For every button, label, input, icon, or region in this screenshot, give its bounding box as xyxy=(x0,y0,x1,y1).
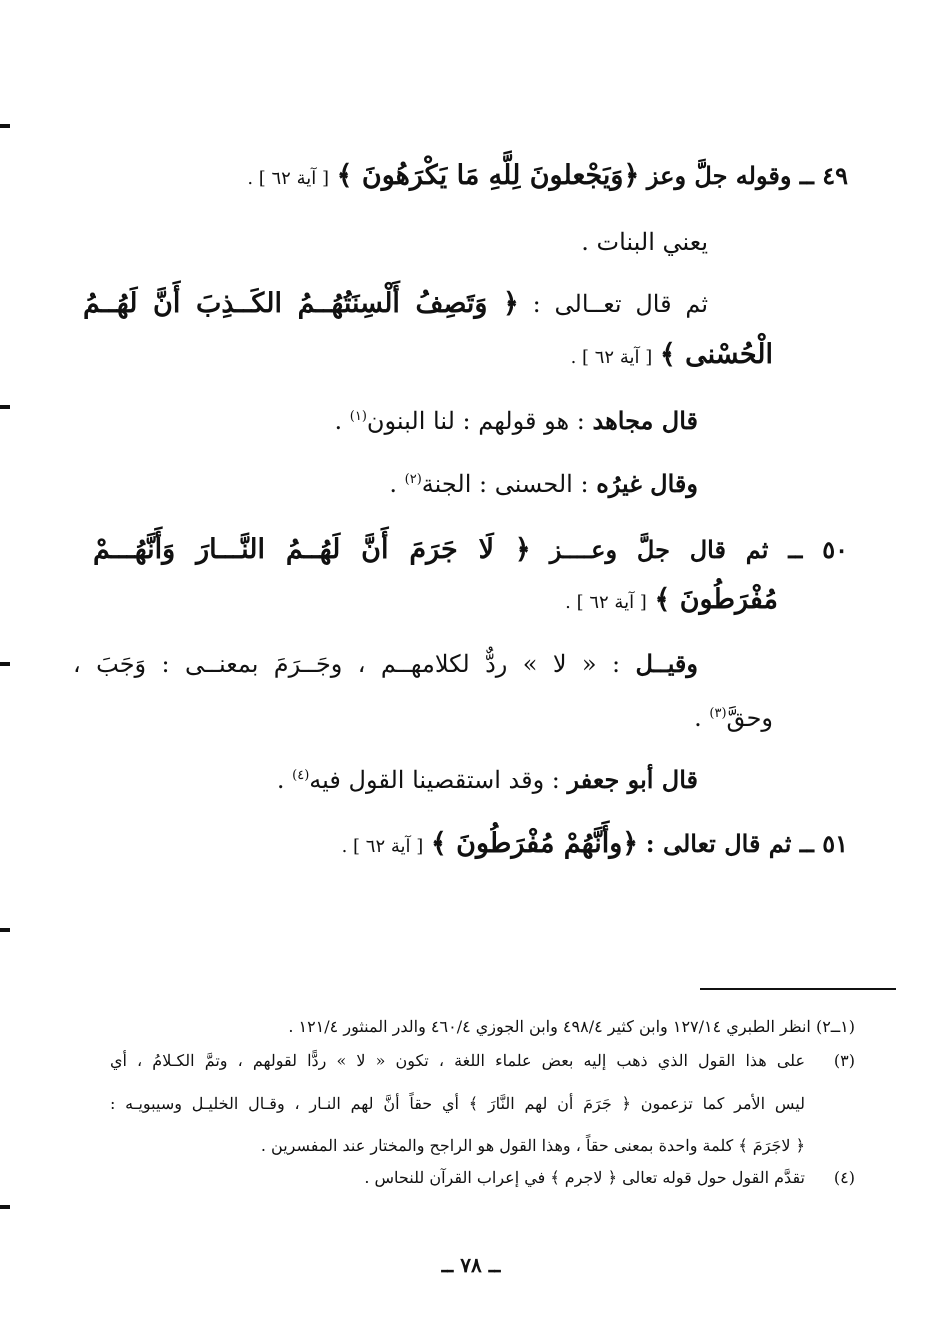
footnote-marker[interactable]: (١) xyxy=(349,409,367,424)
verse-reference: [ آية ٦٢ ] . xyxy=(247,168,329,189)
paragraph-49-note: يعني البنات . xyxy=(581,228,708,256)
quran-quote: ﴿وأَنَّهُمْ مُفْرَطُونَ ﴾ xyxy=(430,828,639,859)
footnote-marker[interactable]: (٢) xyxy=(404,472,422,487)
paragraph-49-lead: ٤٩ ــ وقوله جلَّ وعز xyxy=(646,161,848,190)
verse-reference: [ آية ٦٢ ] . xyxy=(341,836,424,857)
quran-quote: ﴿ وَتَصِفُ أَلْسِنَتُهُــمُ الكَــذِبَ أَنَّ لَهُــمُ xyxy=(83,288,519,319)
quran-quote: ﴿وَيَجْعلونَ لِلَّهِ مَا يَكْرَهُونَ ﴾ xyxy=(336,160,640,191)
speaker-name: وقال غيرُه xyxy=(596,469,698,498)
paragraph-text: : « لا » ردٌّ لكلامهــم ، وجَــرَمَ بمعنــى : وَجَبَ ، xyxy=(73,650,621,678)
quran-quote: الْحُسْنى ﴾ xyxy=(659,339,773,370)
paragraph-abujafar: قال أبو جعفر : وقد استقصينا القول فيه$^{(٤)}$ . xyxy=(276,765,698,794)
paragraph-text: : هو قولهم : لنا البنون xyxy=(366,407,585,435)
footnote-separator xyxy=(700,988,896,990)
verse-reference: [ آية ٦٢ ] . xyxy=(565,592,647,613)
binding-mark xyxy=(0,405,10,409)
binding-mark xyxy=(0,662,10,666)
paragraph-51-lead: ٥١ ــ ثم قال تعالى : xyxy=(645,829,848,858)
binding-mark xyxy=(0,124,10,128)
footnote-3-number: (٣) xyxy=(833,1051,855,1070)
paragraph-qila-line-2: وحقَّ$^{(٣)}$ . xyxy=(694,704,773,732)
footnote-3-line-1: على هذا القول الذي ذهب إليه بعض علماء اللغة ، تكون « لا » ردًّا لقولهم ، وتمَّ الكـلامُ ، أي xyxy=(110,1051,805,1070)
paragraph-50-line-1 xyxy=(93,530,848,570)
speaker-name: وقيــل xyxy=(635,649,698,678)
binding-mark xyxy=(0,1205,10,1209)
quran-quote: ﴿ لَا جَرَمَ أَنَّ لَهُــمُ النَّـــارَ وَأَنَّهُـــمْ xyxy=(93,534,531,565)
verse-reference: [ آية ٦٢ ] . xyxy=(570,347,653,368)
paragraph-wasf-lead: ثم قال تعــالى : xyxy=(532,290,708,318)
paragraph-text: : وقد استقصينا القول فيه xyxy=(309,766,560,794)
footnote-marker[interactable]: (٣) xyxy=(709,706,727,721)
paragraph-50-lead: ٥٠ ــ ثم قال جلَّ وعــــز xyxy=(549,535,848,564)
paragraph-qila-line-1 xyxy=(73,644,698,684)
footnote-3-line-2: ليس الأمر كما تزعمون ﴿ جَرَمَ أن لهم النَّارَ ﴾ أي حقاً أنَّ لهم النـار ، وقـال الخليـل وسيبويـه : xyxy=(110,1094,805,1113)
footnote-4-number: (٤) xyxy=(833,1168,855,1187)
quran-quote: مُفْرَطُونَ ﴾ xyxy=(654,584,778,615)
paragraph-ghayruh: وقال غيرُه : الحسنى : الجنة$^{(٢)}$ . xyxy=(389,469,698,498)
speaker-name: قال أبو جعفر xyxy=(567,765,698,794)
paragraph-mujahid: قال مجاهد : هو قولهم : لنا البنون$^{(١)}$ . xyxy=(334,406,698,435)
paragraph-text: : الحسنى : الجنة xyxy=(421,470,589,498)
paragraph-wasf-line-2 xyxy=(571,335,773,378)
paragraph-50-line-2 xyxy=(565,580,778,623)
footnote-3-line-3: ﴿ لاجَرَمَ ﴾ كلمة واحدة بمعنى حقاً ، وهذا القول هو الراجح والمختار عند المفسرين . xyxy=(260,1136,805,1155)
footnote-marker[interactable]: (٤) xyxy=(292,768,310,783)
paragraph-51 xyxy=(342,824,848,867)
page-number: ــ ٧٨ ــ xyxy=(441,1253,501,1277)
footnote-1-2: (١ــ٢) انظر الطبري ١٢٧/١٤ وابن كثير ٤٩٨/٤ وابن الجوزي ٤٦٠/٤ والدر المنثور ١٢١/٤ . xyxy=(288,1017,855,1036)
paragraph-wasf-line-1 xyxy=(83,284,708,324)
footnote-4-line-1: تقدَّم القول حول قوله تعالى ﴿ لاجرم ﴾ في إعراب القرآن للنحاس . xyxy=(364,1168,805,1187)
speaker-name: قال مجاهد xyxy=(592,406,698,435)
paragraph-text: وحقَّ xyxy=(726,704,773,732)
paragraph-49 xyxy=(247,156,848,199)
binding-mark xyxy=(0,928,10,932)
